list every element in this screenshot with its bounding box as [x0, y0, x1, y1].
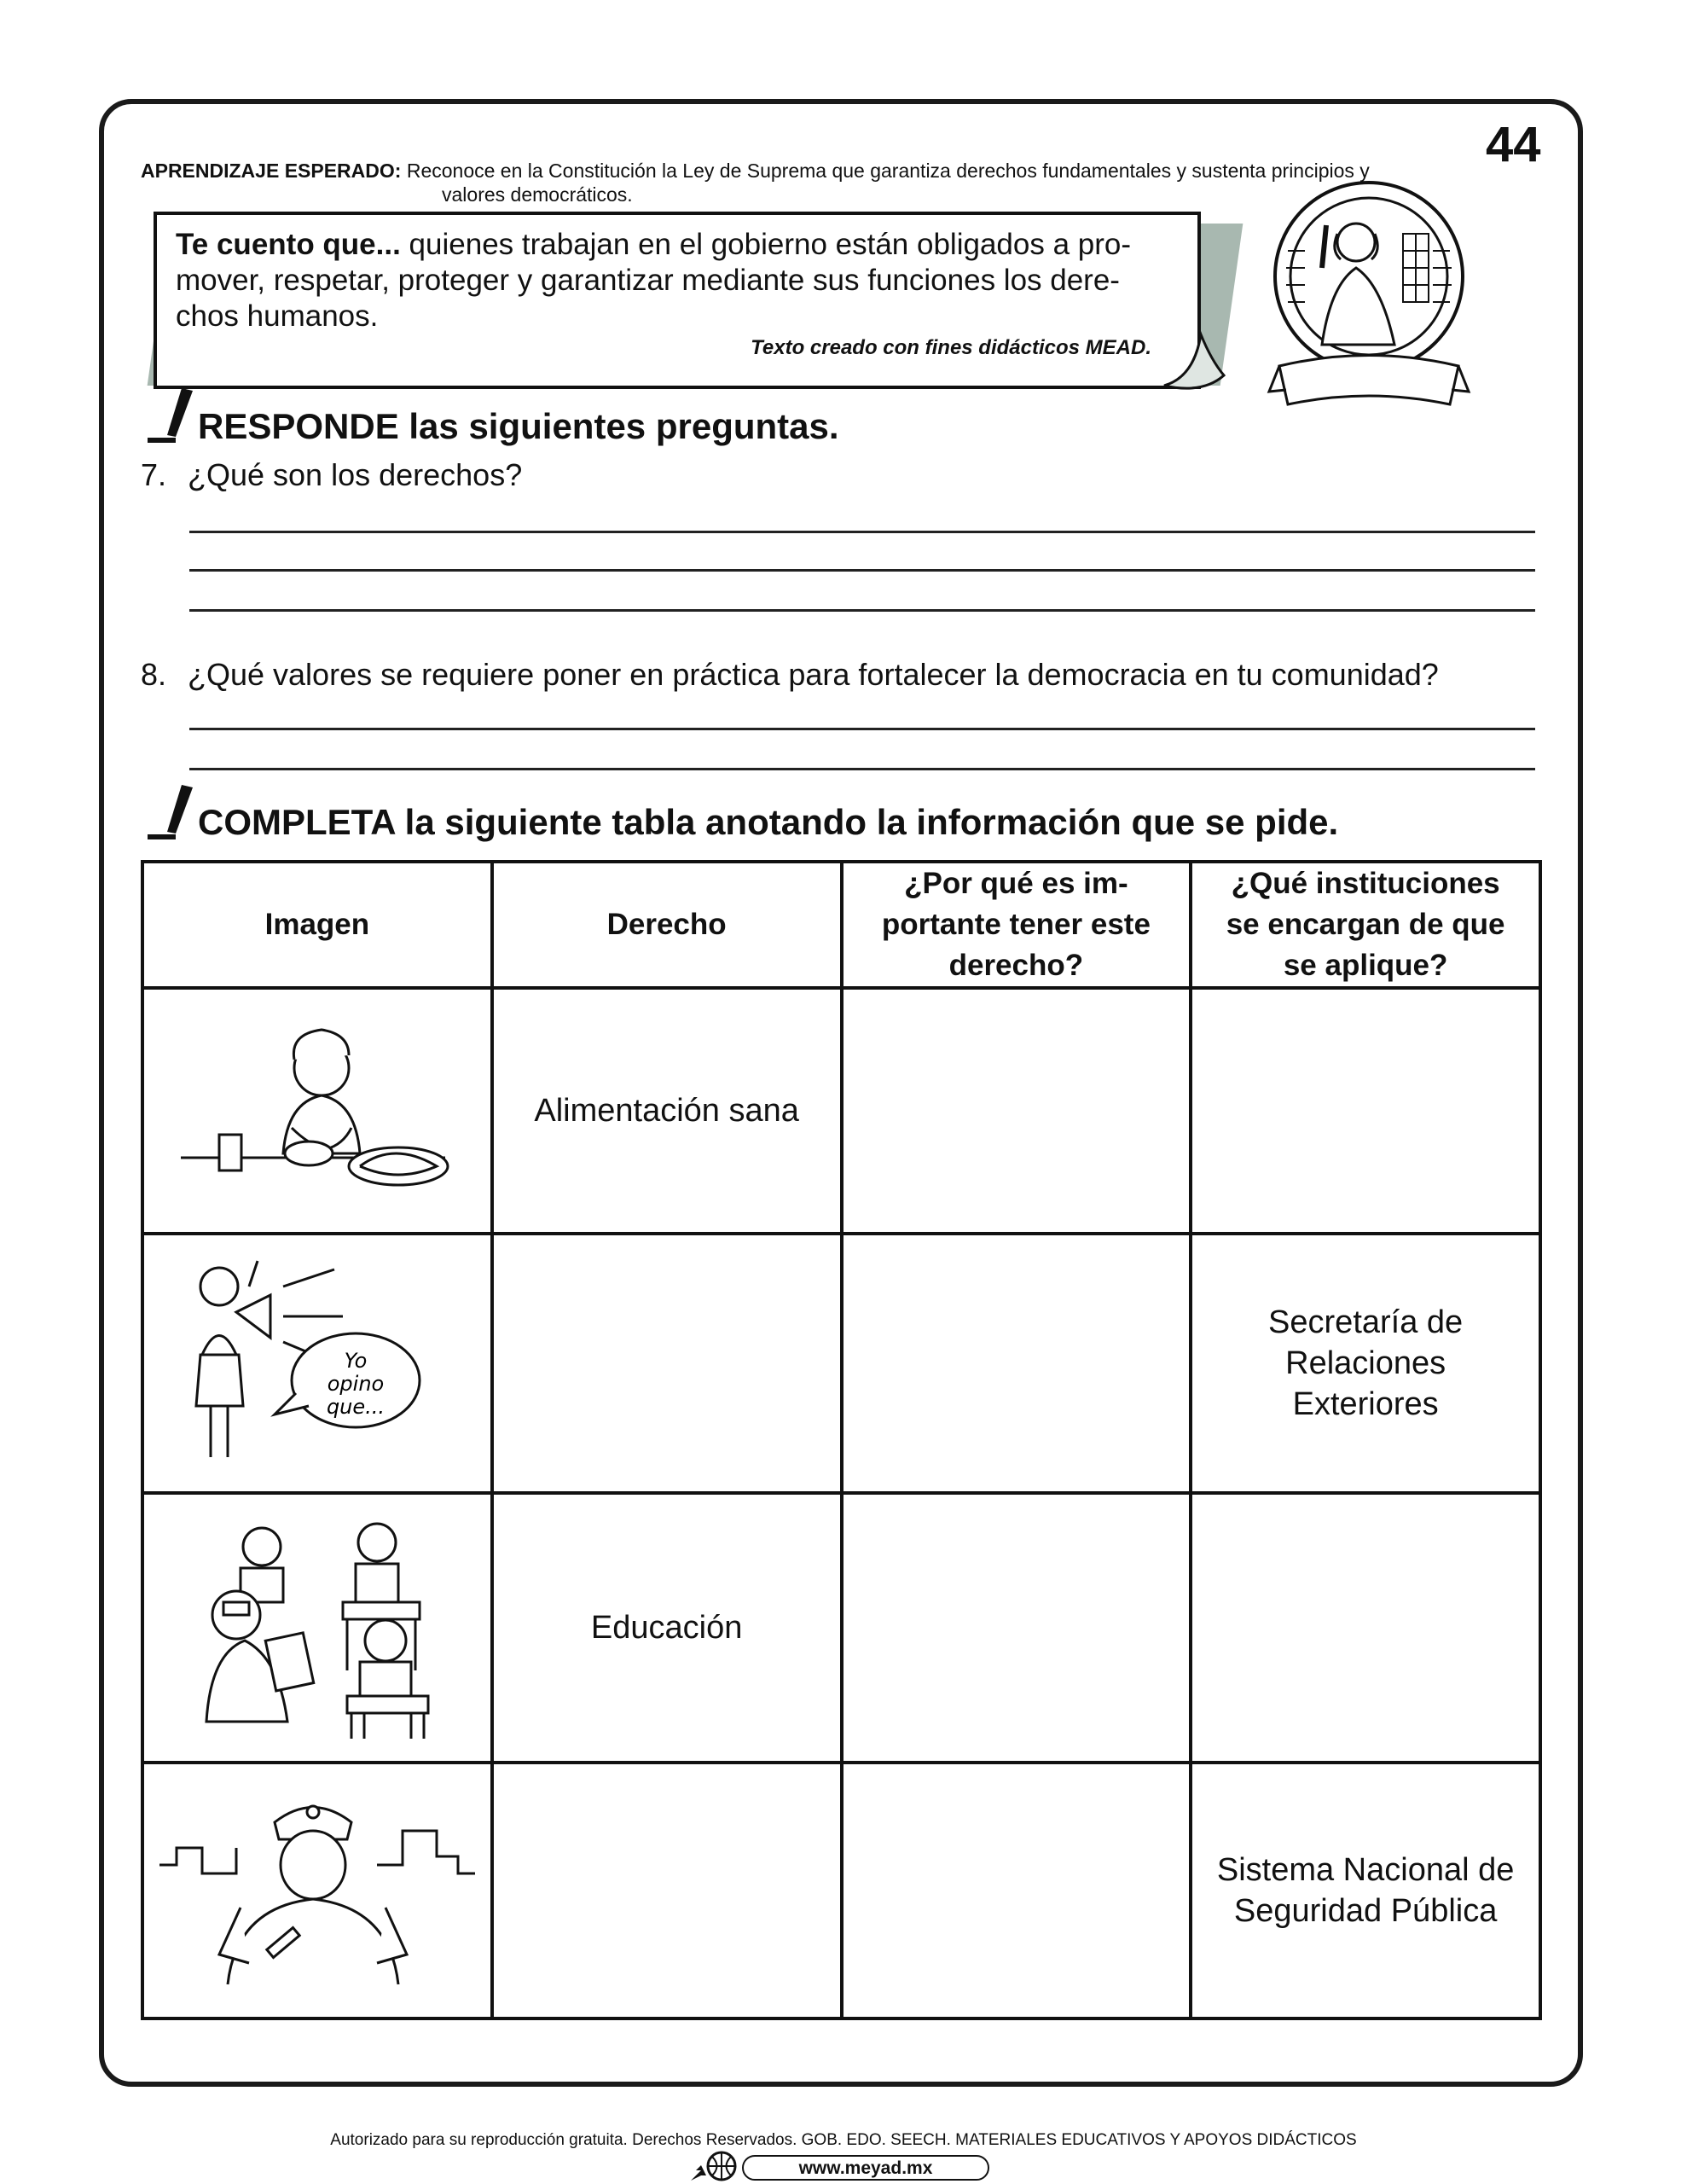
question-text: ¿Qué valores se requiere poner en práctica para fortalecer la democracia en tu comunidad?	[188, 657, 1439, 692]
table-row	[142, 1763, 1540, 2018]
instituciones-cell[interactable]	[1191, 1493, 1540, 1763]
globe-cursor-icon	[689, 2150, 740, 2182]
learning-text: Reconoce en la Constitución la Ley de Suprema que garantiza derechos fundamentales y sustenta principios y	[406, 160, 1370, 182]
table-row	[142, 1493, 1540, 1763]
info-credit: Texto creado con fines didácticos MEAD.	[751, 336, 1151, 359]
derecho-cell[interactable]: Alimentación sana	[492, 988, 842, 1234]
learning-label: APRENDIZAJE ESPERADO:	[141, 160, 402, 182]
header-imagen: Imagen	[142, 862, 492, 988]
speech-yo: Yo	[344, 1349, 368, 1373]
image-cell	[142, 988, 492, 1234]
pencil-icon	[143, 781, 203, 842]
instituciones-cell[interactable]: Secretaría de Relaciones Exteriores	[1191, 1234, 1540, 1493]
info-lead: Te cuento que...	[176, 228, 401, 261]
speech-que: que...	[326, 1395, 385, 1419]
table-row	[142, 1234, 1540, 1493]
question-text: ¿Qué son los derechos?	[188, 457, 523, 492]
question-number: 8.	[141, 657, 167, 692]
police-officer-icon	[155, 1788, 479, 1993]
rights-table	[141, 860, 1542, 2020]
image-cell	[142, 1493, 492, 1763]
porque-cell[interactable]	[842, 1763, 1191, 2018]
header-porque: ¿Por qué es im- portante tener este derecho?	[842, 862, 1191, 988]
info-line-1: quienes trabajan en el gobierno están obligados a pro-	[400, 228, 1131, 261]
porque-cell[interactable]	[842, 1234, 1191, 1493]
page-number: 44	[1486, 117, 1541, 172]
derecho-cell[interactable]	[492, 1234, 842, 1493]
classroom-icon	[189, 1517, 445, 1739]
page-curl-icon	[1160, 326, 1228, 394]
question-number: 7.	[141, 457, 167, 492]
girl-megaphone-icon	[177, 1252, 458, 1474]
header-instituciones: ¿Qué instituciones se encargan de que se aplique?	[1191, 862, 1540, 988]
answer-line[interactable]	[189, 728, 1535, 730]
section-title-completa: COMPLETA la siguiente tabla anotando la información que se pide.	[198, 802, 1339, 842]
header-derecho: Derecho	[492, 862, 842, 988]
pencil-icon	[143, 384, 203, 445]
porque-cell[interactable]	[842, 988, 1191, 1234]
image-cell	[142, 1763, 492, 2018]
porque-cell[interactable]	[842, 1493, 1191, 1763]
question-7	[141, 457, 522, 493]
info-line-3: chos humanos.	[176, 299, 379, 333]
answer-line[interactable]	[189, 531, 1535, 533]
table-row	[142, 988, 1540, 1234]
instituciones-cell[interactable]: Sistema Nacional de Seguridad Pública	[1191, 1763, 1540, 2018]
answer-line[interactable]	[189, 609, 1535, 612]
footer-url-link[interactable]: www.meyad.mx	[742, 2155, 989, 2181]
instituciones-cell[interactable]	[1191, 988, 1540, 1234]
info-text	[176, 227, 1180, 334]
info-line-2: mover, respetar, proteger y garantizar mediante sus funciones los dere-	[176, 264, 1120, 297]
derecho-cell[interactable]: Educación	[492, 1493, 842, 1763]
answer-line[interactable]	[189, 768, 1535, 770]
learning-text-cont: valores democráticos.	[442, 183, 633, 206]
question-8	[141, 657, 1439, 693]
image-cell	[142, 1234, 492, 1493]
answer-line[interactable]	[189, 569, 1535, 572]
section-title-responde: RESPONDE las siguientes preguntas.	[198, 406, 839, 446]
footer-copyright: Autorizado para su reproducción gratuita. Derechos Reservados. GOB. EDO. SEECH. MATERIALES EDUCATIVOS Y APOYOS DIDÁCTICOS	[330, 2131, 1357, 2149]
info-box	[154, 212, 1201, 389]
judge-emblem-icon	[1262, 174, 1475, 413]
table-header-row	[142, 862, 1540, 988]
derecho-cell[interactable]	[492, 1763, 842, 2018]
girl-eating-icon	[181, 1008, 454, 1213]
speech-opino: opino	[327, 1372, 385, 1396]
